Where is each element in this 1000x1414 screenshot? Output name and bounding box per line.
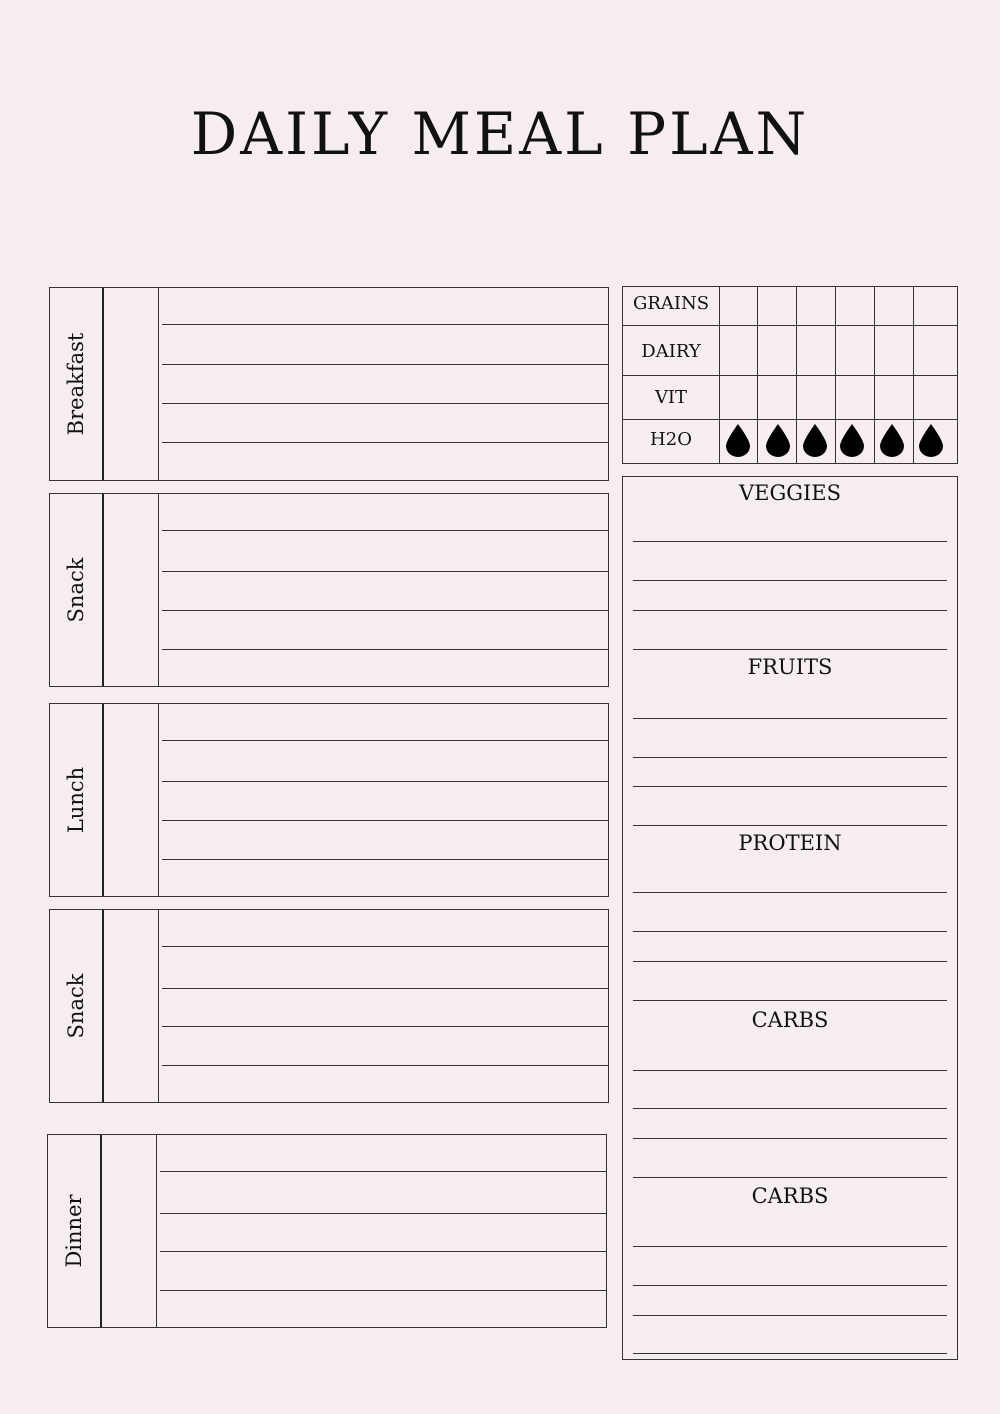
writing-line[interactable]: [633, 541, 947, 542]
writing-line[interactable]: [633, 931, 947, 932]
meal-label: Breakfast: [64, 332, 88, 436]
writing-line[interactable]: [633, 1246, 947, 1247]
food-group-heading: VEGGIES: [738, 481, 842, 505]
grid-line: [796, 287, 797, 463]
grid-line: [623, 419, 957, 420]
writing-line[interactable]: [162, 740, 608, 741]
writing-line[interactable]: [162, 571, 608, 572]
writing-line[interactable]: [162, 988, 608, 989]
meal-time-column[interactable]: [102, 288, 159, 480]
writing-line[interactable]: [633, 1353, 947, 1354]
food-group-heading: CARBS: [751, 1184, 829, 1208]
water-drop-icon[interactable]: [726, 424, 750, 457]
tracker-row-label: DAIRY: [641, 341, 701, 362]
meal-label: Snack: [64, 973, 88, 1039]
food-group-heading: PROTEIN: [738, 831, 842, 855]
writing-line[interactable]: [162, 442, 608, 443]
writing-line[interactable]: [633, 1315, 947, 1316]
water-drop-icon[interactable]: [840, 424, 864, 457]
meal-label: Dinner: [62, 1194, 86, 1268]
grid-line: [719, 287, 720, 463]
water-drop-icon[interactable]: [803, 424, 827, 457]
meal-time-column[interactable]: [102, 704, 159, 896]
meal-label: Snack: [64, 557, 88, 623]
meal-time-column[interactable]: [100, 1135, 157, 1327]
meal-label: Lunch: [64, 766, 88, 834]
meal-section-snack-2: [49, 909, 609, 1103]
meal-section-breakfast: [49, 287, 609, 481]
grid-line: [757, 287, 758, 463]
writing-line[interactable]: [633, 1138, 947, 1139]
writing-line[interactable]: [162, 859, 608, 860]
writing-line[interactable]: [162, 1065, 608, 1066]
writing-line[interactable]: [633, 786, 947, 787]
writing-line[interactable]: [162, 530, 608, 531]
daily-intake-tracker: [622, 286, 958, 464]
water-drop-icon[interactable]: [880, 424, 904, 457]
writing-line[interactable]: [633, 961, 947, 962]
water-drop-icon[interactable]: [919, 424, 943, 457]
writing-line[interactable]: [162, 781, 608, 782]
grid-line: [913, 287, 914, 463]
grid-line: [874, 287, 875, 463]
writing-line[interactable]: [162, 403, 608, 404]
writing-line[interactable]: [633, 1285, 947, 1286]
writing-line[interactable]: [633, 1108, 947, 1109]
writing-line[interactable]: [633, 580, 947, 581]
writing-line[interactable]: [160, 1171, 606, 1172]
writing-line[interactable]: [162, 946, 608, 947]
writing-line[interactable]: [633, 610, 947, 611]
grid-line: [623, 325, 957, 326]
writing-line[interactable]: [162, 610, 608, 611]
writing-line[interactable]: [162, 364, 608, 365]
water-drop-icon[interactable]: [766, 424, 790, 457]
writing-line[interactable]: [162, 649, 608, 650]
writing-line[interactable]: [160, 1213, 606, 1214]
food-group-heading: FRUITS: [747, 655, 833, 679]
meal-section-lunch: [49, 703, 609, 897]
page-title: DAILY MEAL PLAN: [190, 100, 810, 168]
grid-line: [835, 287, 836, 463]
tracker-row-label: GRAINS: [632, 293, 710, 314]
writing-line[interactable]: [162, 1026, 608, 1027]
tracker-row-label: H2O: [650, 429, 692, 450]
writing-line[interactable]: [633, 825, 947, 826]
writing-line[interactable]: [633, 718, 947, 719]
meal-section-snack-1: [49, 493, 609, 687]
meal-section-dinner: [47, 1134, 607, 1328]
writing-line[interactable]: [633, 757, 947, 758]
food-group-heading: CARBS: [751, 1008, 829, 1032]
meal-time-column[interactable]: [102, 494, 159, 686]
grid-line: [623, 375, 957, 376]
writing-line[interactable]: [160, 1251, 606, 1252]
meal-time-column[interactable]: [102, 910, 159, 1102]
writing-line[interactable]: [162, 820, 608, 821]
writing-line[interactable]: [633, 1177, 947, 1178]
writing-line[interactable]: [162, 324, 608, 325]
writing-line[interactable]: [633, 649, 947, 650]
writing-line[interactable]: [633, 892, 947, 893]
writing-line[interactable]: [160, 1290, 606, 1291]
writing-line[interactable]: [633, 1070, 947, 1071]
tracker-row-label: VIT: [654, 387, 688, 408]
writing-line[interactable]: [633, 1000, 947, 1001]
food-groups-panel: [622, 476, 958, 1360]
